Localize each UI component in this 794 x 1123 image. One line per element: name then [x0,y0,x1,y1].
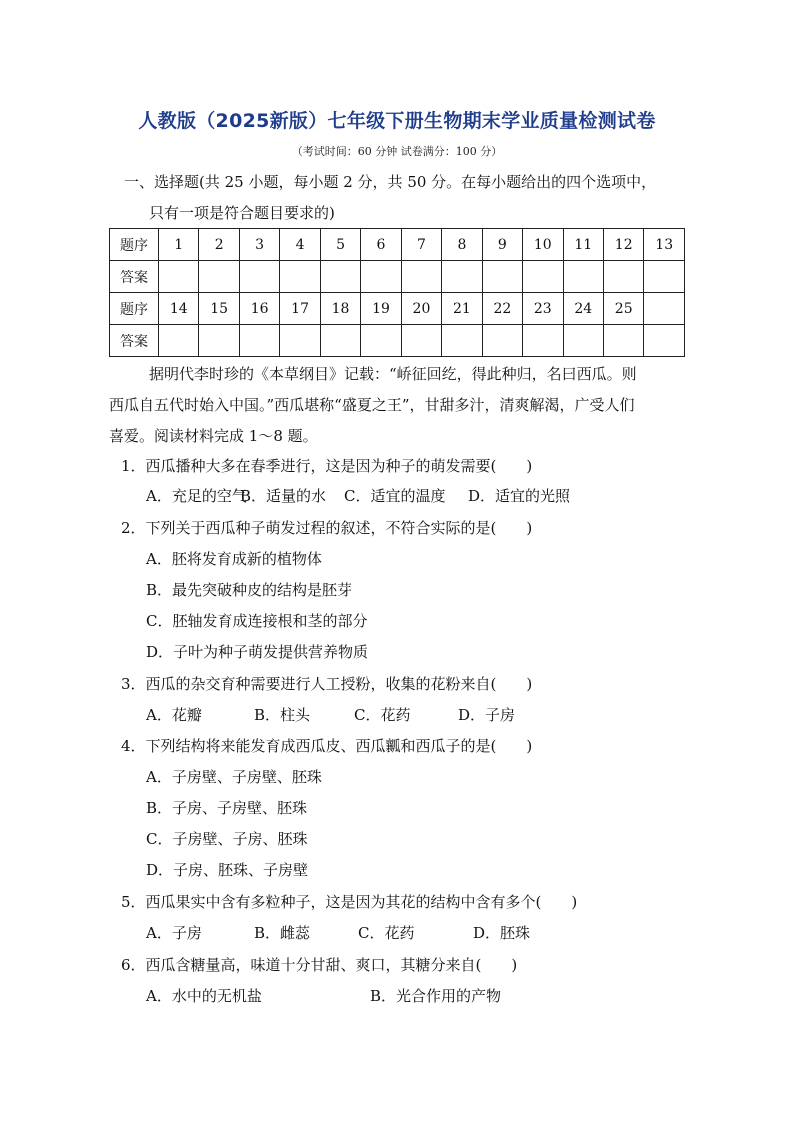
answer-cell [563,261,603,293]
option-c: C．胚轴发育成连接根和茎的部分 [146,612,368,630]
question-number: 1 [159,229,199,261]
answer-cell [401,261,441,293]
question-number: 9 [482,229,522,261]
question-number: 3 [239,229,279,261]
answer-cell [361,325,401,357]
option-a: A．花瓣 [146,706,202,724]
question-number: 18 [320,293,360,325]
answer-cell [523,325,563,357]
exam-info: （考试时间：60 分钟 试卷满分：100 分） [291,145,503,158]
option-d: D．子房、胚珠、子房壁 [146,861,309,879]
passage-line3: 喜爱。阅读材料完成 1～8 题。 [109,427,318,445]
question-number: 15 [199,293,239,325]
question-number: 21 [442,293,482,325]
question-number: 19 [361,293,401,325]
option-c: C．花药 [358,924,415,942]
answer-cell [159,325,199,357]
answer-label: 答案 [110,325,159,357]
section-heading-line2: 只有一项是符合题目要求的) [149,204,335,222]
question-number: 6 [361,229,401,261]
option-d: D．子房 [458,706,516,724]
answer-cell [523,261,563,293]
option-b: B．雌蕊 [254,924,311,942]
answer-cell [644,261,685,293]
section-heading-line1: 一、选择题(共 25 小题，每小题 2 分，共 50 分。在每小题给出的四个选项中， [124,173,657,191]
question-options-6 [146,986,501,1006]
option-b: B．光合作用的产物 [370,987,502,1005]
answer-cell [401,325,441,357]
option-b: B．柱头 [254,706,311,724]
option-b: B．子房、子房壁、胚珠 [146,799,308,817]
question-number: 11 [563,229,603,261]
answer-cell [199,325,239,357]
question-number: 20 [401,293,441,325]
question-number: 12 [603,229,643,261]
answer-cell [482,261,522,293]
answer-cell [361,261,401,293]
question-number: 14 [159,293,199,325]
table-row [110,261,685,293]
question-number: 10 [523,229,563,261]
table-row [110,293,685,325]
option-c: C．花药 [354,706,411,724]
question-number: 17 [280,293,320,325]
table-row [110,325,685,357]
question-number: 7 [401,229,441,261]
question-stem-5: 5．西瓜果实中含有多粒种子，这是因为其花的结构中含有多个( ) [121,893,578,911]
passage-line1: 据明代李时珍的《本草纲目》记载：“峤征回纥，得此种归，名曰西瓜。则 [149,365,637,383]
page-title: 人教版（2025新版）七年级下册生物期末学业质量检测试卷 [138,110,656,132]
option-a: A．充足的空气 [146,487,247,505]
question-stem-6: 6．西瓜含糖量高，味道十分甘甜、爽口，其糖分来自( ) [121,956,518,974]
table-row [110,229,685,261]
answer-cell [563,325,603,357]
option-b: B．最先突破种皮的结构是胚芽 [146,581,353,599]
question-number: 23 [523,293,563,325]
answer-cell [442,261,482,293]
option-b: B．适量的水 [240,487,327,505]
answer-cell [320,325,360,357]
question-stem-3: 3．西瓜的杂交育种需要进行人工授粉，收集的花粉来自( ) [121,675,533,693]
question-number: 13 [644,229,685,261]
question-stem-2: 2．下列关于西瓜种子萌发过程的叙述，不符合实际的是( ) [121,519,533,537]
option-a: A．子房壁、子房壁、胚珠 [146,768,322,786]
answer-cell [603,325,643,357]
question-number: 22 [482,293,522,325]
question-number: 24 [563,293,603,325]
answer-cell [644,325,685,357]
answer-cell [603,261,643,293]
answer-cell [442,325,482,357]
option-a: A．子房 [146,924,202,942]
question-number: 4 [280,229,320,261]
question-number: 2 [199,229,239,261]
answer-cell [239,261,279,293]
answer-cell [320,261,360,293]
answer-table [109,228,685,357]
question-stem-1: 1．西瓜播种大多在春季进行，这是因为种子的萌发需要( ) [121,457,533,475]
option-d: D．胚珠 [473,924,531,942]
answer-cell [482,325,522,357]
question-number: 8 [442,229,482,261]
answer-cell [280,261,320,293]
option-d: D．适宜的光照 [468,487,571,505]
passage-line2: 西瓜自五代时始入中国。”西瓜堪称“盛夏之王”，甘甜多汁，清爽解渴，广受人们 [109,396,635,414]
question-number: 5 [320,229,360,261]
answer-cell [199,261,239,293]
answer-cell [280,325,320,357]
answer-label: 答案 [110,261,159,293]
answer-cell [239,325,279,357]
row-label: 题序 [110,229,159,261]
question-options-1 [146,486,570,506]
option-a: A．水中的无机盐 [146,987,262,1005]
answer-cell [159,261,199,293]
question-number: 16 [239,293,279,325]
question-number [644,293,685,325]
option-c: C．子房壁、子房、胚珠 [146,830,308,848]
question-options-5 [146,923,530,943]
option-a: A．胚将发育成新的植物体 [146,550,322,568]
row-label: 题序 [110,293,159,325]
question-number: 25 [603,293,643,325]
question-stem-4: 4．下列结构将来能发育成西瓜皮、西瓜瓤和西瓜子的是( ) [121,737,533,755]
option-c: C．适宜的温度 [344,487,446,505]
option-d: D．子叶为种子萌发提供营养物质 [146,643,369,661]
question-options-3 [146,705,515,725]
